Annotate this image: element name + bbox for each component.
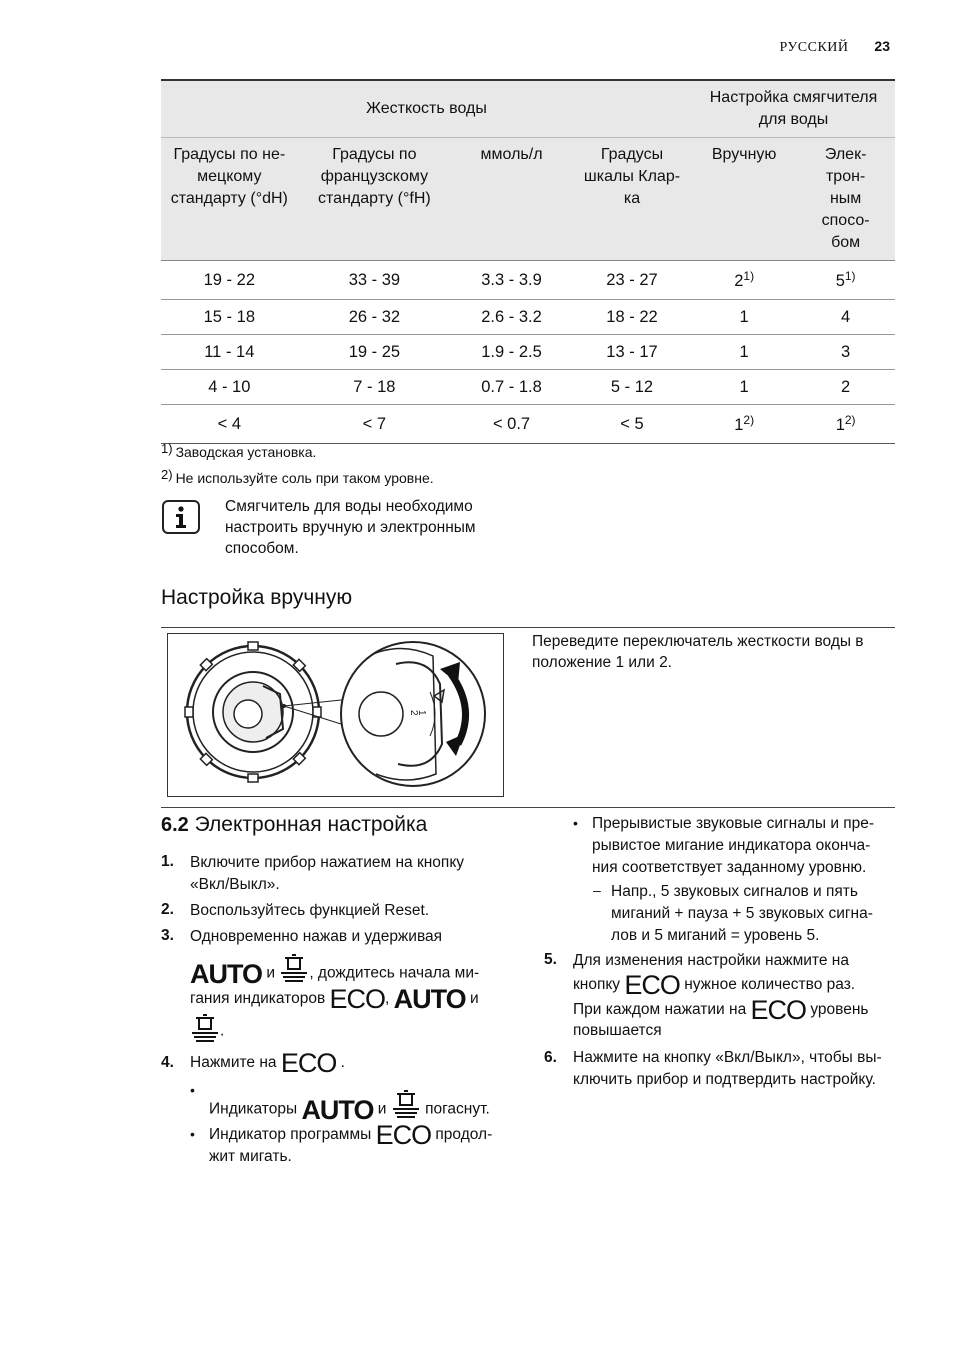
section-title-manual: Настройка вручную (161, 586, 353, 609)
step-4: Нажмите на ECO . (190, 1048, 345, 1078)
table-row: 19 - 22 33 - 39 3.3 - 3.9 23 - 27 2$^{1)}$ 5$^{1)}$ (161, 261, 895, 300)
page-header (779, 38, 890, 56)
dish-rack-icon (190, 1014, 220, 1049)
step-2: Воспользуйтесь функцией Reset. (190, 902, 430, 919)
bullet-indicators-off: Индикаторы AUTO и погаснут. (209, 1090, 519, 1129)
info-note: Смягчитель для воды необходимо настроить вручную и электронным способом. (225, 498, 476, 557)
eco-icon: ECO (329, 984, 386, 1014)
step-1: Включите прибор нажатием на кнопку «Вкл/Выкл». (190, 854, 465, 893)
step-5-end: повышается (573, 1022, 662, 1039)
col-fh: Градусы по французскому стандарту (°fH) (298, 138, 451, 261)
col-dh: Градусы по не-мецкому стандарту (°dH) (161, 138, 298, 261)
bullet-program-indicator-end: жит мигать. (209, 1148, 292, 1165)
step-5-button: кнопку ECO нужное количество раз. (573, 970, 856, 1000)
softener-group-header: Настройка смягчителя для воды (692, 80, 895, 138)
footnote-1: $^{1)}$ Заводская установка. (161, 441, 317, 460)
manual-caption: Переведите переключатель жесткости воды в положение 1 или 2. (532, 633, 864, 671)
divider (161, 807, 895, 808)
dial-label-2: 2 (408, 710, 419, 716)
table-row: 11 - 14 19 - 25 1.9 - 2.5 13 - 17 1 3 (161, 335, 895, 370)
step-5: Для изменения настройки нажмите на (573, 952, 849, 969)
step-5-each-press: При каждом нажатии на ECO уровень (573, 995, 869, 1025)
footnote-2: $^{2)}$ Не используйте соль при таком уровне. (161, 467, 434, 486)
col-electronic: Элек-трон-ным спосо-бом (796, 138, 895, 261)
eco-icon: ECO (624, 970, 680, 1000)
info-icon (162, 500, 200, 534)
bullet-program-indicator: Индикатор программы ECO продол- (209, 1120, 493, 1150)
step-3: Одновременно нажав и удерживая (190, 928, 443, 945)
table-row: < 4 < 7 < 0.7 < 5 1$^{2)}$ 1$^{2)}$ (161, 405, 895, 444)
divider (161, 627, 895, 628)
dial-label-1: 1 (416, 710, 427, 716)
water-hardness-table (161, 79, 895, 444)
dash-example: Напр., 5 звуковых сигналов и пять миганий + пауза + 5 звуковых сигна-лов и 5 миганий = уровень 5. (611, 883, 873, 944)
step-3-dish-icon: . (190, 1014, 224, 1049)
eco-icon: ECO (375, 1120, 432, 1150)
eco-icon: ECO (750, 995, 807, 1025)
step-3-continued: AUTO и , дождитесь начала ми- (190, 954, 520, 993)
auto-icon: AUTO (301, 1094, 374, 1125)
col-mmol: ммоль/л (451, 138, 572, 261)
bullet-sound-signals: Прерывистые звуковые сигналы и пре-рывистое мигание индикатора оконча-ния соответствует заданному уровню. (592, 815, 875, 876)
section-title-electronic: 6.2 Электронная настройка (161, 813, 428, 836)
eco-icon: ECO (280, 1048, 337, 1078)
col-clark: Градусы шкалы Клар-ка (572, 138, 692, 261)
page-number: 23 (874, 38, 890, 54)
language-label: РУССКИЙ (779, 40, 849, 55)
step-6: Нажмите на кнопку «Вкл/Выкл», чтобы вы-ключить прибор и подтвердить настройку. (573, 1049, 882, 1088)
step-3-indicators: гания индикаторов ECO, AUTO и (190, 984, 479, 1014)
auto-icon: AUTO (393, 984, 466, 1014)
table-row: 4 - 10 7 - 18 0.7 - 1.8 5 - 12 1 2 (161, 370, 895, 405)
softener-dial-figure (167, 633, 504, 797)
auto-icon: AUTO (190, 958, 263, 989)
col-manual: Вручную (692, 138, 796, 261)
table-row: 15 - 18 26 - 32 2.6 - 3.2 18 - 22 1 4 (161, 300, 895, 335)
hardness-group-header: Жесткость воды (161, 80, 692, 138)
